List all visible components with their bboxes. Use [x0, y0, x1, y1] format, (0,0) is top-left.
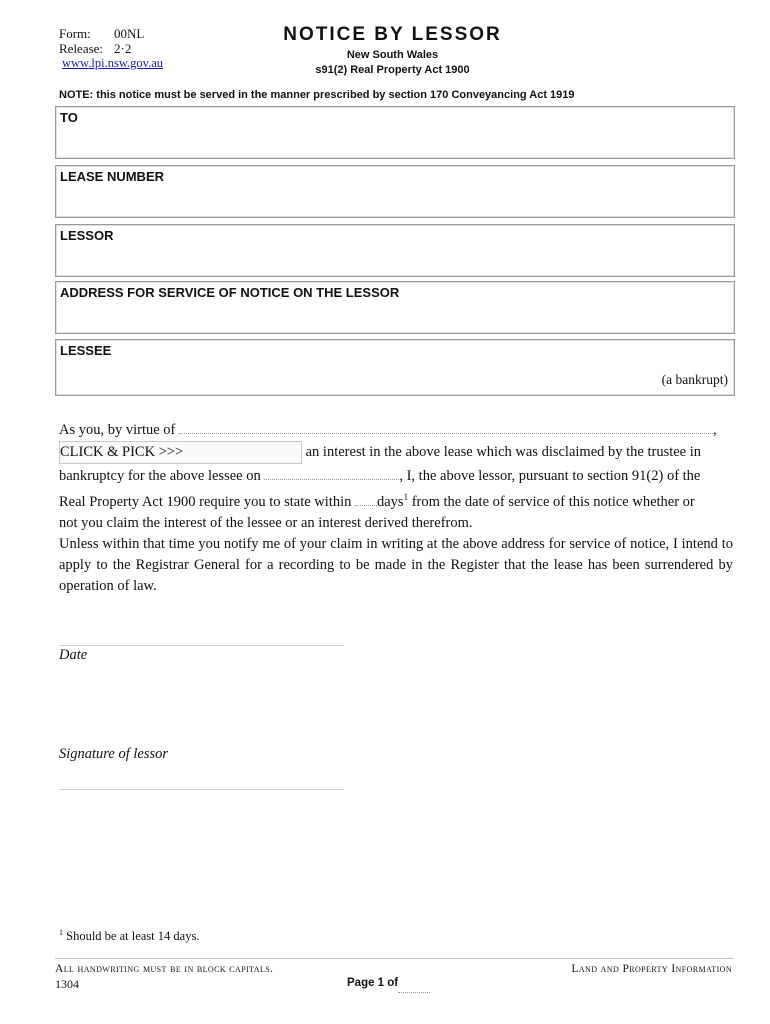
- lpi-name: Land and Property Information: [571, 963, 732, 975]
- footer-divider: [55, 958, 733, 959]
- notice-body: [59, 418, 733, 597]
- address-label: ADDRESS FOR SERVICE OF NOTICE ON THE LESSOR: [60, 285, 400, 300]
- page-total-input[interactable]: [398, 984, 430, 993]
- form-label: Form:: [59, 26, 91, 41]
- virtue-input[interactable]: [179, 418, 713, 434]
- days-input[interactable]: [355, 490, 377, 506]
- lessee-label: LESSEE: [60, 343, 112, 358]
- block-capitals-note: All handwriting must be in block capitals.: [55, 963, 274, 975]
- to-field[interactable]: [55, 106, 735, 159]
- body-comma: ,: [713, 422, 717, 438]
- lease-number-field[interactable]: [55, 165, 735, 218]
- act-subtitle: s91(2) Real Property Act 1900: [315, 64, 470, 76]
- body-as-you: As you, by virtue of: [59, 422, 176, 438]
- body-days: days: [376, 493, 404, 510]
- body-rpa: Real Property Act 1900 require you to state within: [59, 493, 352, 510]
- form-code: 00NL: [114, 26, 145, 41]
- lessor-field[interactable]: [55, 224, 735, 277]
- body-bankruptcy: bankruptcy for the above lessee on: [59, 468, 261, 484]
- footnote-mark: 1: [59, 928, 63, 937]
- bankrupt-note: (a bankrupt): [661, 372, 728, 387]
- body-interest: an interest in the above lease which was disclaimed by the trustee in: [305, 444, 702, 460]
- address-field[interactable]: [55, 281, 735, 334]
- lease-number-label: LEASE NUMBER: [60, 169, 165, 184]
- signature-label: Signature of lessor: [59, 746, 169, 762]
- click-pick-dropdown[interactable]: [59, 441, 302, 464]
- date-label: Date: [59, 647, 88, 663]
- body-from-date: from the date of service of this notice whether or: [408, 493, 695, 510]
- body-i-lessor: , I, the above lessor, pursuant to section 91(2) of the: [399, 468, 701, 484]
- state-subtitle: New South Wales: [346, 49, 439, 61]
- to-label: TO: [60, 110, 78, 125]
- service-note: NOTE: this notice must be served in the manner prescribed by section 170 Conveyancing Act 1919: [59, 89, 575, 101]
- date-line[interactable]: [59, 645, 344, 646]
- footnote-text: Should be at least 14 days.: [63, 929, 200, 944]
- form-number: 1304: [55, 977, 79, 991]
- website-link[interactable]: www.lpi.nsw.gov.au: [62, 56, 164, 70]
- page-number-label: Page 1 of: [347, 977, 399, 989]
- click-pick-label: CLICK & PICK >>>: [60, 444, 184, 460]
- page-title: NOTICE BY LESSOR: [283, 24, 502, 45]
- body-unless: Unless within that time you notify me of your claim in writing at the above address for service of notice, I intend to apply to the Registrar General for a recording to be made in the Register that the lease has been surrendered by operation of law.: [59, 535, 733, 594]
- lessee-field[interactable]: [55, 339, 735, 396]
- body-not-claim: not you claim the interest of the lessee or an interest derived therefrom.: [59, 514, 473, 531]
- bankruptcy-date-input[interactable]: [264, 464, 399, 480]
- footnote-ref: 1: [403, 492, 409, 502]
- release-label: Release:: [59, 41, 104, 56]
- lessor-label: LESSOR: [60, 228, 114, 243]
- footnote: [59, 928, 199, 944]
- signature-line[interactable]: [59, 789, 344, 790]
- release-number: 2·2: [114, 41, 132, 56]
